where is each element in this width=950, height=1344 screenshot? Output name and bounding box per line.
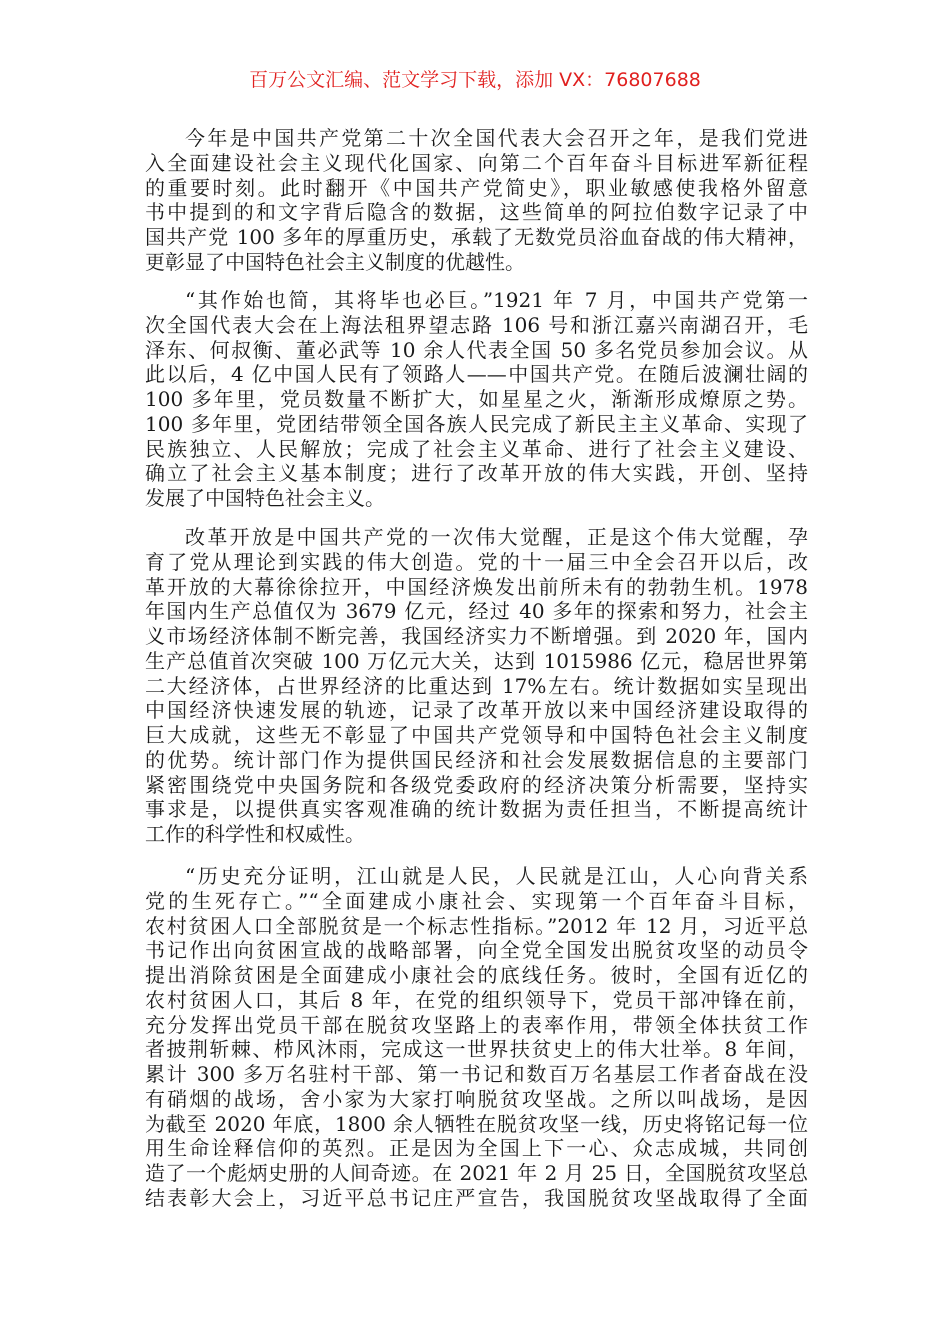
text-line: 生产总值首次突破 100 万亿元大关，达到 1015986 亿元，稳居世界第 bbox=[145, 648, 808, 673]
text-line: 巨大成就，这些无不彰显了中国共产党领导和中国特色社会主义制度 bbox=[145, 723, 808, 747]
text-line: 充分发挥出党员干部在脱贫攻坚路上的表率作用，带领全体扶贫工作 bbox=[145, 1012, 808, 1037]
text-line: 民族独立、人民解放；完成了社会主义革命、进行了社会主义建设、 bbox=[145, 436, 808, 461]
text-line: 国共产党 100 多年的厚重历史，承载了无数党员浴血奋战的伟大精神， bbox=[145, 225, 808, 249]
text-line: 农村贫困人口全部脱贫是一个标志性指标。”2012 年 12 月，习近平总 bbox=[145, 913, 808, 938]
text-line: 革开放的大幕徐徐拉开，中国经济焕发出前所未有的勃勃生机。1978 bbox=[145, 574, 808, 599]
text-line: 事求是，以提供真实客观准确的统计数据为责任担当，不断提高统计 bbox=[145, 797, 808, 822]
text-line: 的重要时刻。此时翻开《中国共产党简史》，职业敏感使我格外留意 bbox=[145, 175, 808, 200]
text-line: 为截至 2020 年底，1800 余人牺牲在脱贫攻坚一线，历史将铭记每一位 bbox=[145, 1111, 808, 1136]
text-line: 造了一个彪炳史册的人间奇迹。在 2021 年 2 月 25 日，全国脱贫攻坚总 bbox=[145, 1161, 808, 1185]
text-line: 发展了中国特色社会主义。 bbox=[145, 486, 385, 510]
text-line: 年国内生产总值仅为 3679 亿元，经过 40 多年的探索和努力，社会主 bbox=[145, 599, 808, 624]
text-line: 泽东、何叔衡、董必武等 10 余人代表全国 50 多名党员参加会议。从 bbox=[145, 337, 808, 362]
text-line: 党的生死存亡。”“全面建成小康社会、实现第一个百年奋斗目标， bbox=[145, 888, 808, 913]
text-line: 工作的科学性和权威性。 bbox=[145, 822, 365, 846]
text-line: 农村贫困人口，其后 8 年，在党的组织领导下，党员干部冲锋在前， bbox=[145, 987, 808, 1012]
text-line: 今年是中国共产党第二十次全国代表大会召开之年，是我们党进 bbox=[185, 126, 808, 150]
paragraph-3 bbox=[145, 525, 808, 847]
paragraph-4 bbox=[145, 864, 808, 1211]
text-line: 有硝烟的战场，舍小家为大家打响脱贫攻坚战。之所以叫战场，是因 bbox=[145, 1086, 808, 1111]
text-line: 更彰显了中国特色社会主义制度的优越性。 bbox=[145, 249, 525, 274]
text-line: 用生命诠释信仰的英烈。正是因为全国上下一心、众志成城，共同创 bbox=[145, 1136, 808, 1161]
text-line: 中国经济快速发展的轨迹，记录了改革开放以来中国经济建设取得的 bbox=[145, 698, 808, 723]
text-line: 二大经济体，占世界经济的比重达到 17%左右。统计数据如实呈现出 bbox=[145, 673, 808, 698]
download-notice-header: 百万公文汇编、范文学习下载，添加 VX：76807688 bbox=[249, 69, 701, 91]
paragraph-2 bbox=[145, 288, 808, 511]
text-line: “历史充分证明，江山就是人民，人民就是江山，人心向背关系 bbox=[185, 864, 808, 888]
text-line: 改革开放是中国共产党的一次伟大觉醒，正是这个伟大觉醒，孕 bbox=[185, 525, 808, 549]
text-line: 育了党从理论到实践的伟大创造。党的十一届三中全会召开以后，改 bbox=[145, 549, 808, 574]
text-line: 书记作出向贫困宣战的战略部署，向全党全国发出脱贫攻坚的动员令 bbox=[145, 938, 808, 963]
text-line: 入全面建设社会主义现代化国家、向第二个百年奋斗目标进军新征程 bbox=[145, 150, 808, 175]
text-line: 义市场经济体制不断完善，我国经济实力不断增强。到 2020 年，国内 bbox=[145, 624, 808, 648]
paragraph-1 bbox=[145, 126, 808, 275]
text-line: 100 多年里，党团结带领全国各族人民完成了新民主主义革命、实现了 bbox=[145, 411, 808, 436]
text-line: 此以后，4 亿中国人民有了领路人——中国共产党。在随后波澜壮阔的 bbox=[145, 362, 808, 387]
text-line: 次全国代表大会在上海法租界望志路 106 号和浙江嘉兴南湖召开，毛 bbox=[145, 312, 808, 337]
text-line: 的优势。统计部门作为提供国民经济和社会发展数据信息的主要部门 bbox=[145, 747, 808, 772]
text-line: 紧密围绕党中央国务院和各级党委政府的经济决策分析需要，坚持实 bbox=[145, 772, 808, 797]
text-line: 书中提到的和文字背后隐含的数据，这些简单的阿拉伯数字记录了中 bbox=[145, 200, 808, 225]
text-line: 确立了社会主义基本制度；进行了改革开放的伟大实践，开创、坚持 bbox=[145, 461, 808, 486]
text-line: 100 多年里，党员数量不断扩大，如星星之火，渐渐形成燎原之势。 bbox=[145, 387, 808, 411]
text-line: 提出消除贫困是全面建成小康社会的底线任务。彼时，全国有近亿的 bbox=[145, 963, 808, 987]
text-line: 者披荆斩棘、栉风沐雨，完成这一世界扶贫史上的伟大壮举。8 年间， bbox=[145, 1037, 808, 1062]
text-line: “其作始也简，其将毕也必巨。”1921 年 7 月，中国共产党第一 bbox=[185, 288, 808, 312]
text-line: 累计 300 多万名驻村干部、第一书记和数百万名基层工作者奋战在没 bbox=[145, 1062, 808, 1086]
text-line: 结表彰大会上，习近平总书记庄严宣告，我国脱贫攻坚战取得了全面 bbox=[145, 1185, 808, 1210]
